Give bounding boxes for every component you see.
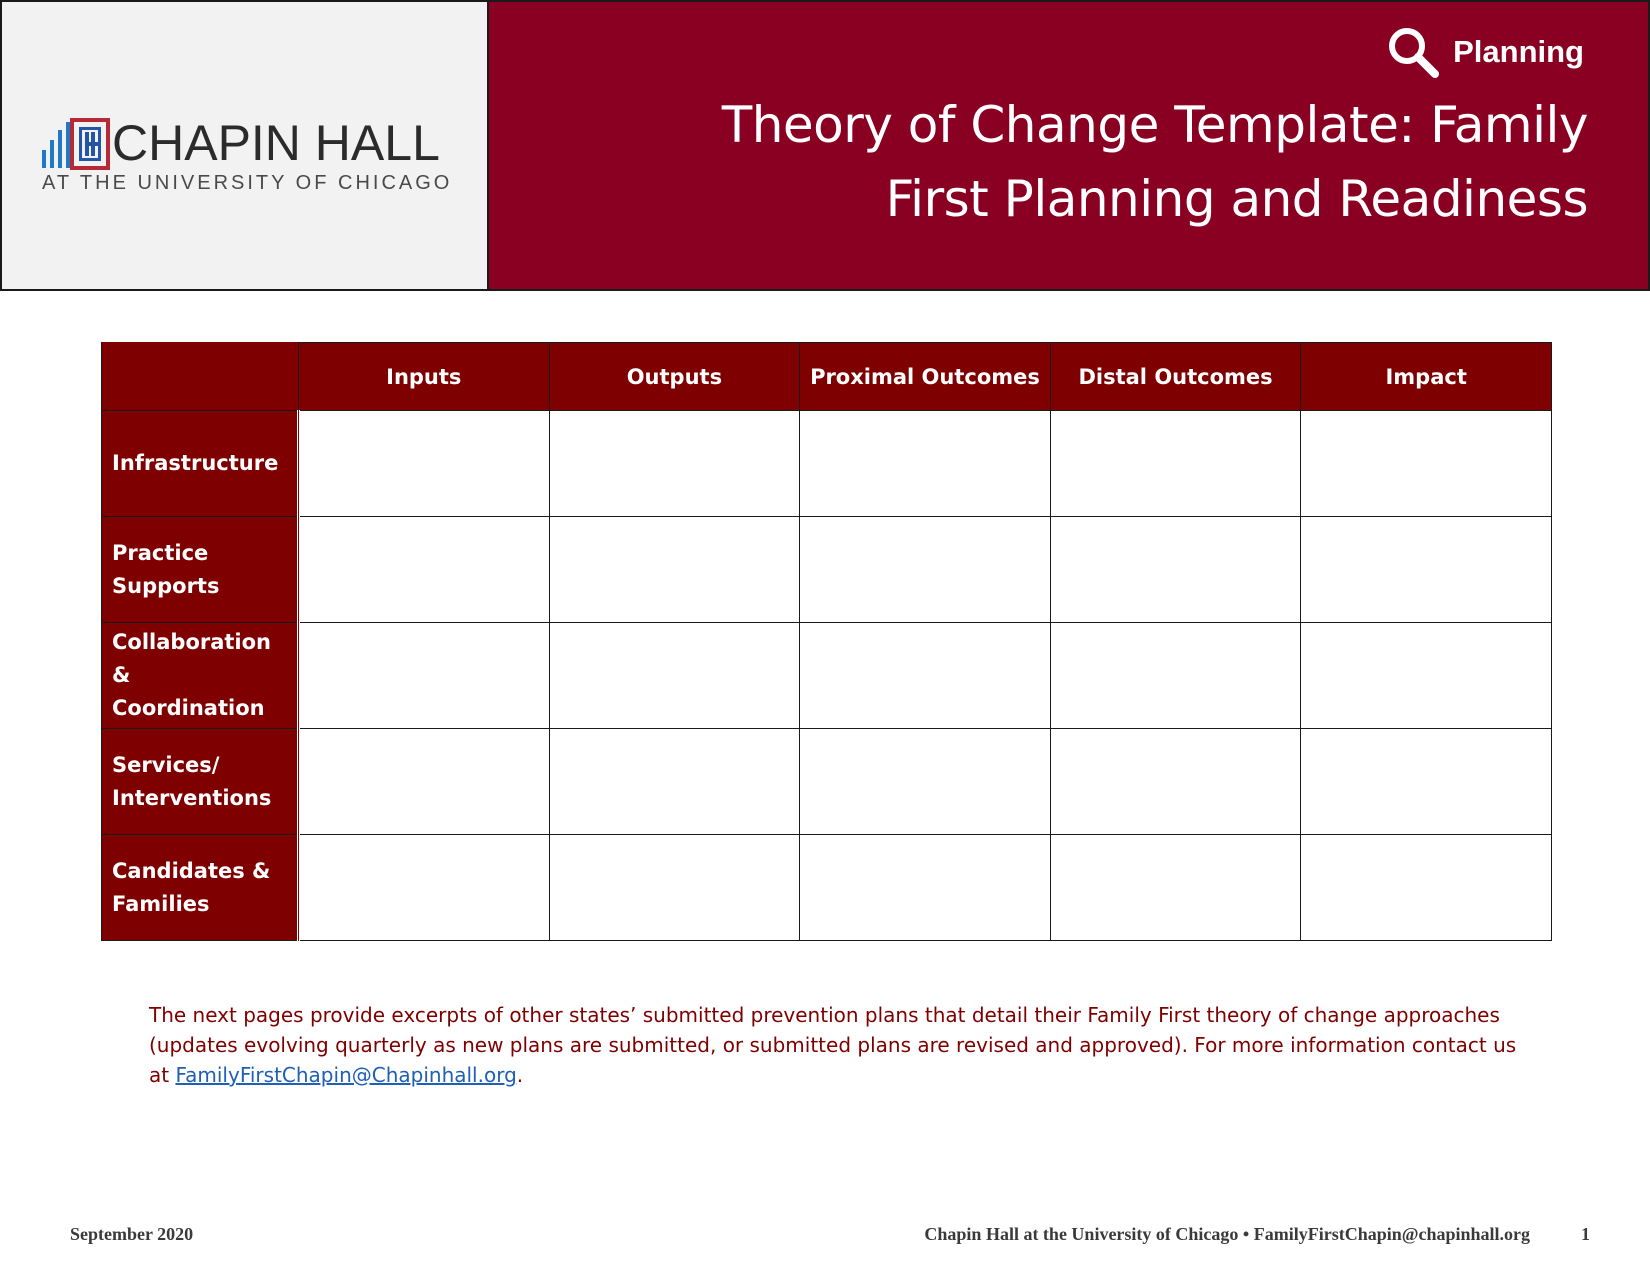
page-title [608,88,1588,236]
table-row [102,623,1552,729]
logo-subtitle: AT THE UNIVERSITY OF CHICAGO [42,172,453,194]
table-row [102,411,1552,517]
logo-bars-icon [42,122,72,168]
table-cell[interactable] [549,411,800,517]
magnifier-icon [1385,24,1441,80]
logo-panel [0,0,489,291]
theory-of-change-table [101,342,1552,941]
contact-email-link[interactable]: FamilyFirstChapin@Chapinhall.org [175,1063,517,1087]
row-header-services-interventions: Services/ Interventions [102,729,299,835]
page-number: 1 [1581,1224,1590,1244]
table-cell[interactable] [299,623,550,729]
table-cell[interactable] [800,835,1051,941]
table-cell[interactable] [800,517,1051,623]
title-line-1: Theory of Change Template: Family [721,96,1588,154]
table-cell[interactable] [800,623,1051,729]
table-cell[interactable] [800,411,1051,517]
row-header-infrastructure: Infrastructure [102,411,299,517]
footer-date: September 2020 [70,1224,194,1244]
table-cell[interactable] [549,835,800,941]
table-row [102,729,1552,835]
column-header-impact: Impact [1301,343,1552,411]
page-header [0,0,1650,291]
logo-mark-icon [70,118,110,170]
table-cell[interactable] [549,517,800,623]
table-cell[interactable] [299,411,550,517]
table-cell[interactable] [299,517,550,623]
planning-label: Planning [1453,34,1584,69]
table-row [102,835,1552,941]
column-header-outputs: Outputs [549,343,800,411]
table-header-row [102,343,1552,411]
column-header-distal-outcomes: Distal Outcomes [1050,343,1301,411]
row-header-candidates-families: Candidates & Families [102,835,299,941]
table-cell[interactable] [1050,623,1301,729]
table-cell[interactable] [1301,729,1552,835]
table-corner-cell [102,343,299,411]
column-header-inputs: Inputs [299,343,550,411]
table-cell[interactable] [549,729,800,835]
row-header-collaboration-coordination: Collaboration & Coordination [102,623,299,729]
row-header-practice-supports: Practice Supports [102,517,299,623]
note-suffix: . [516,1063,524,1087]
table-cell[interactable] [1050,517,1301,623]
table-cell[interactable] [1301,517,1552,623]
table-row [102,517,1552,623]
table-cell[interactable] [1050,835,1301,941]
table-cell[interactable] [1301,835,1552,941]
note-text: The next pages provide excerpts of other states’ submitted prevention plans that detail their Family First theory of change approaches (updates evolving quarterly as new plans are submitted, or submitted plans are revised and approved). For more information contact us at [149,1003,1517,1087]
planning-badge [1385,24,1584,80]
info-note [149,1000,1519,1090]
table-cell[interactable] [299,729,550,835]
column-header-proximal-outcomes: Proximal Outcomes [800,343,1051,411]
table-cell[interactable] [299,835,550,941]
table-cell[interactable] [1050,411,1301,517]
footer-org: Chapin Hall at the University of Chicago • FamilyFirstChapin@chapinhall.org [924,1224,1530,1244]
table-cell[interactable] [800,729,1051,835]
table-cell[interactable] [1050,729,1301,835]
title-line-2: First Planning and Readiness [885,170,1588,228]
table-cell[interactable] [1301,623,1552,729]
title-banner [489,0,1650,291]
table-cell[interactable] [549,623,800,729]
logo-name: CHAPIN HALL [112,115,440,171]
table-cell[interactable] [1301,411,1552,517]
